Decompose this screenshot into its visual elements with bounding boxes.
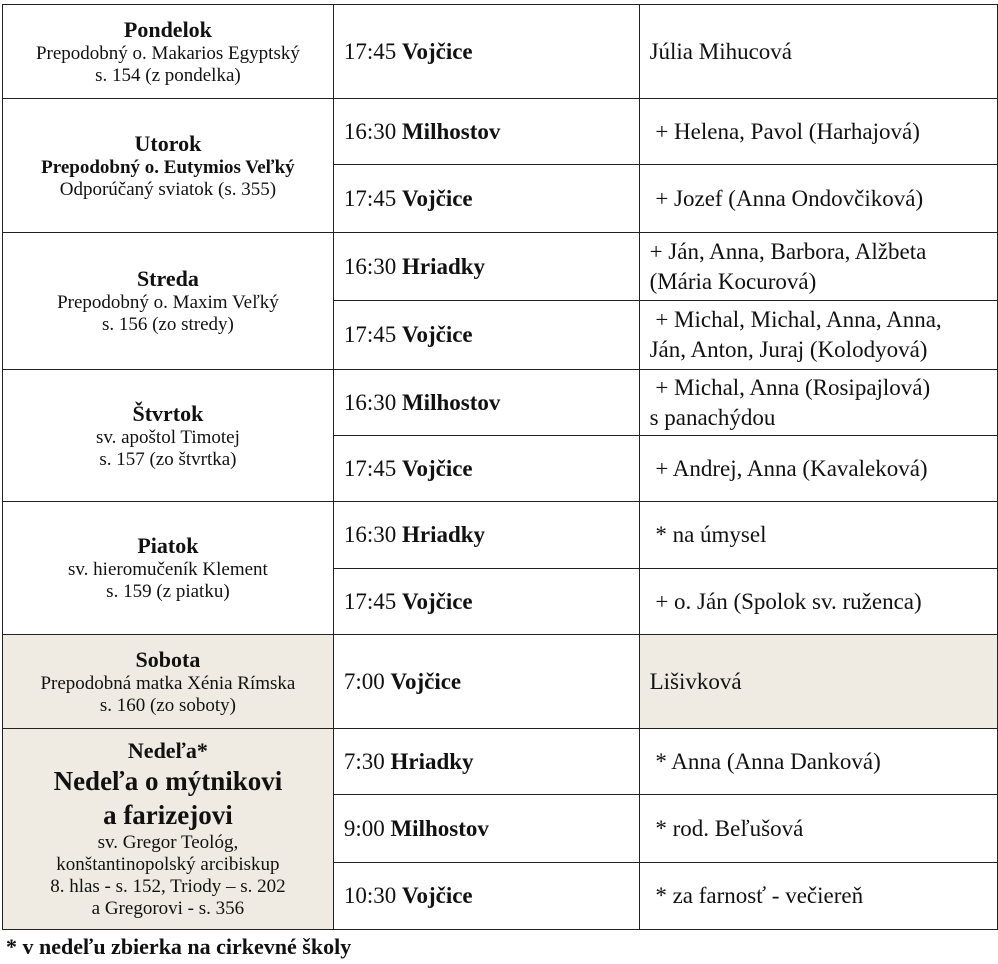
intention-text: * za farnosť - večiereň	[655, 883, 864, 908]
intention-line: + Ján, Anna, Barbora, Alžbeta	[649, 238, 927, 264]
sunday-feast: a farizejovi	[103, 800, 233, 830]
intention-text: + Andrej, Anna (Kavaleková)	[655, 455, 928, 481]
day-detail: s. 159 (z piatku)	[106, 581, 230, 602]
time-cell	[333, 370, 639, 436]
day-cell-sunday	[3, 729, 334, 930]
intention-cell	[639, 729, 997, 795]
service-time: 17:45	[343, 588, 397, 614]
schedule-row-sunday	[3, 729, 998, 795]
day-detail: s. 154 (z pondelka)	[95, 64, 241, 86]
day-detail: Prepodobný o. Maxim Veľký	[57, 292, 279, 313]
service-place: Vojčice	[401, 322, 473, 347]
day-name: Sobota	[135, 646, 201, 672]
day-name: Nedeľa*	[127, 738, 208, 763]
day-name: Štvrtok	[132, 400, 204, 426]
footnote: * v nedeľu zbierka na cirkevné školy	[6, 934, 352, 959]
intention-cell	[639, 233, 997, 301]
service-time: 16:30	[343, 389, 397, 415]
day-name: Pondelok	[123, 16, 212, 42]
service-time: 17:45	[343, 185, 397, 211]
intention-line	[650, 305, 997, 335]
intention-cell	[639, 370, 997, 436]
day-cell-wednesday	[3, 233, 334, 370]
day-detail: konštantinopolský arcibiskup	[56, 854, 280, 875]
day-name: Utorok	[134, 130, 202, 156]
time-cell	[333, 635, 639, 729]
service-time: 16:30	[343, 253, 397, 279]
schedule-row-tuesday	[3, 99, 998, 165]
service-time: 17:45	[343, 322, 397, 347]
service-place: Vojčice	[401, 883, 473, 908]
day-name: Piatok	[137, 533, 199, 558]
service-place: Vojčice	[390, 668, 462, 694]
time-cell	[333, 165, 639, 233]
intention-text: + Helena, Pavol (Harhajová)	[655, 118, 920, 144]
service-place: Milhostov	[401, 118, 501, 144]
intention-line: (Mária Kocurová)	[649, 268, 817, 294]
service-time: 9:00	[343, 815, 385, 841]
service-place: Milhostov	[390, 815, 489, 841]
sunday-feast: Nedeľa o mýtnikovi	[53, 766, 283, 796]
intention-cell: Júlia Mihucová	[639, 5, 997, 99]
day-detail: Prepodobná matka Xénia Rímska	[40, 672, 296, 694]
day-detail: Prepodobný o. Makarios Egyptský	[35, 42, 300, 64]
service-place: Milhostov	[401, 389, 501, 415]
time-cell	[333, 795, 639, 863]
time-cell	[333, 5, 639, 99]
day-feast: Prepodobný o. Eutymios Veľký	[41, 156, 295, 178]
service-time: 16:30	[343, 522, 397, 547]
service-place: Vojčice	[401, 185, 473, 211]
day-cell-monday	[3, 5, 334, 99]
intention-text: * na úmysel	[655, 522, 767, 547]
intention-text: + Michal, Anna (Rosipajlová)	[655, 374, 931, 400]
time-cell	[333, 436, 639, 502]
service-place: Vojčice	[401, 588, 473, 614]
intention-text: + Jozef (Anna Ondovčiková)	[655, 185, 924, 211]
day-cell-friday	[3, 502, 334, 635]
intention-cell	[639, 436, 997, 502]
day-cell-tuesday	[3, 99, 334, 233]
time-cell	[333, 863, 639, 930]
day-detail: sv. hieromučeník Klement	[68, 559, 268, 580]
day-detail: sv. apoštol Timotej	[95, 426, 240, 448]
service-time: 7:00	[343, 668, 385, 694]
intention-text: * rod. Beľušová	[655, 815, 804, 841]
time-cell	[333, 569, 639, 635]
day-detail: s. 160 (zo soboty)	[99, 694, 236, 716]
day-detail: 8. hlas - s. 152, Triody – s. 202	[50, 876, 286, 897]
day-detail: s. 156 (zo stredy)	[101, 314, 234, 335]
intention-cell	[639, 99, 997, 165]
schedule-table	[2, 4, 998, 930]
day-name: Streda	[136, 266, 199, 291]
intention-cell	[639, 165, 997, 233]
day-cell-saturday	[3, 635, 334, 729]
service-place: Hriadky	[401, 522, 486, 547]
service-time: 7:30	[343, 748, 385, 774]
time-cell	[333, 729, 639, 795]
intention-line: s panachýdou	[649, 404, 776, 430]
service-time: 16:30	[343, 118, 397, 144]
service-place: Hriadky	[390, 748, 474, 774]
service-time: 10:30	[343, 883, 397, 908]
schedule-row-friday	[3, 502, 998, 569]
intention-text: + o. Ján (Spolok sv. ruženca)	[655, 588, 922, 614]
day-detail: a Gregorovi - s. 356	[91, 898, 245, 919]
service-place: Vojčice	[401, 38, 473, 64]
time-cell	[333, 301, 639, 370]
intention-line	[650, 373, 997, 403]
time-cell	[333, 233, 639, 301]
time-cell	[333, 502, 639, 569]
day-detail: Odporúčaný sviatok (s. 355)	[59, 178, 277, 200]
service-place: Hriadky	[401, 253, 486, 279]
intention-line: Ján, Anton, Juraj (Kolodyová)	[649, 337, 928, 362]
service-time: 17:45	[343, 38, 397, 64]
intention-text: + Michal, Michal, Anna, Anna,	[655, 307, 942, 332]
intention-cell	[639, 863, 997, 930]
day-detail: s. 157 (zo štvrtka)	[99, 448, 237, 470]
schedule-row-thursday	[3, 370, 998, 436]
intention-text: * Anna (Anna Danková)	[655, 748, 881, 774]
intention-cell	[639, 795, 997, 863]
service-place: Vojčice	[401, 455, 473, 481]
day-detail: sv. Gregor Teológ,	[97, 832, 239, 853]
intention-cell	[639, 301, 997, 370]
intention-cell	[639, 569, 997, 635]
intention-cell	[639, 502, 997, 569]
schedule-row-saturday	[3, 635, 998, 729]
time-cell	[333, 99, 639, 165]
schedule-row-monday	[3, 5, 998, 99]
schedule-row-wednesday	[3, 233, 998, 301]
intention-cell: Lišivková	[639, 635, 997, 729]
day-cell-thursday	[3, 370, 334, 502]
service-time: 17:45	[343, 455, 397, 481]
